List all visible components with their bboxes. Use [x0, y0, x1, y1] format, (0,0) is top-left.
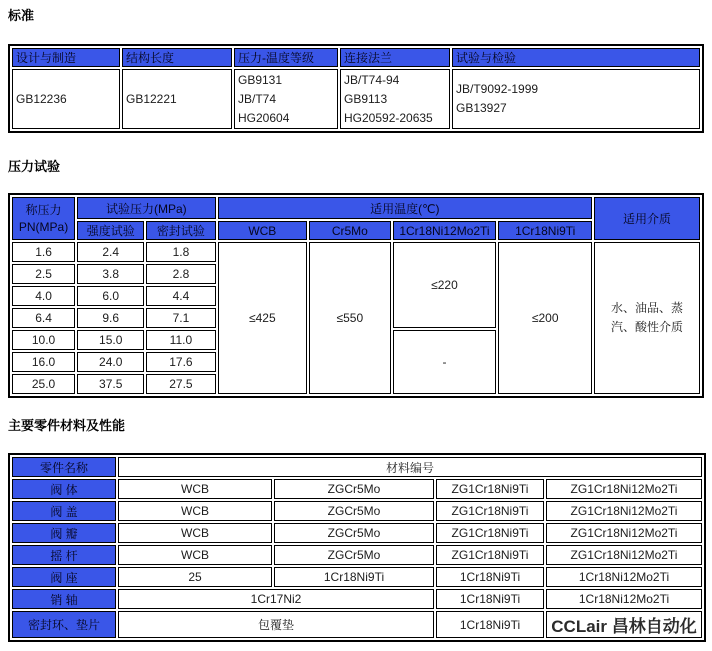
material-value: 包覆垫	[118, 611, 434, 638]
temperature-header: 适用温度(℃)	[218, 197, 593, 219]
material-value: ZG1Cr18Ni9Ti	[436, 523, 544, 543]
temp-mo2ti-lower-value: -	[393, 330, 497, 394]
temp-col-mo2ti: 1Cr18Ni12Mo2Ti	[393, 221, 497, 240]
standards-header-design: 设计与制造	[12, 48, 120, 67]
standards-pt-rating-values	[234, 69, 338, 129]
pn-value: 25.0	[12, 374, 75, 394]
material-value: ZG1Cr18Ni12Mo2Ti	[546, 545, 702, 565]
material-value: 1Cr18Ni9Ti	[274, 567, 434, 587]
section-title-materials: 主要零件材料及性能	[8, 418, 126, 433]
materials-row-seat	[12, 567, 702, 587]
materials-header-row	[12, 457, 702, 477]
standards-length-value: GB12221	[122, 69, 232, 129]
temp-mo2ti-upper-value: ≤220	[393, 242, 497, 328]
material-value: ZG1Cr18Ni12Mo2Ti	[546, 479, 702, 499]
strength-value: 24.0	[77, 352, 144, 372]
test-line: GB13927	[456, 101, 507, 115]
material-value: ZG1Cr18Ni9Ti	[436, 479, 544, 499]
section-title-pressure-test: 压力试验	[8, 159, 61, 174]
temp-wcb-value: ≤425	[218, 242, 308, 394]
part-name: 摇 杆	[12, 545, 116, 565]
pn-value: 10.0	[12, 330, 75, 350]
test-line: JB/T9092-1999	[456, 82, 539, 96]
standards-header-flange: 连接法兰	[340, 48, 450, 67]
seal-value: 2.8	[146, 264, 215, 284]
watermark: CCLair 昌林自动化	[551, 617, 697, 636]
materials-row-pin	[12, 589, 702, 609]
pressure-header-row-1	[12, 197, 700, 219]
strength-value: 6.0	[77, 286, 144, 306]
pn-value: 16.0	[12, 352, 75, 372]
pt-rating-line: GB9131	[238, 72, 283, 87]
pn-value: 1.6	[12, 242, 75, 262]
temp-ni9ti-value: ≤200	[498, 242, 592, 394]
pressure-row	[12, 242, 700, 262]
pn-header-line2: PN(MPa)	[18, 219, 69, 234]
material-value: 1Cr18Ni9Ti	[436, 567, 544, 587]
seal-value: 17.6	[146, 352, 215, 372]
strength-value: 9.6	[77, 308, 144, 328]
material-value: ZG1Cr18Ni12Mo2Ti	[546, 523, 702, 543]
material-value: ZGCr5Mo	[274, 545, 434, 565]
materials-row-seal-gasket	[12, 611, 702, 638]
material-value: 25	[118, 567, 272, 587]
part-name: 阀 体	[12, 479, 116, 499]
part-name: 阀 瓣	[12, 523, 116, 543]
pt-rating-line: HG20604	[238, 110, 290, 125]
material-value: 1Cr18Ni12Mo2Ti	[546, 567, 702, 587]
strength-value: 37.5	[77, 374, 144, 394]
material-value: 1Cr18Ni9Ti	[436, 611, 544, 638]
material-value: ZG1Cr18Ni9Ti	[436, 501, 544, 521]
temp-col-ni9ti: 1Cr18Ni9Ti	[498, 221, 592, 240]
pt-rating-line: JB/T74	[238, 91, 277, 106]
standards-data-row	[12, 69, 700, 129]
standards-flange-values	[340, 69, 450, 129]
seal-value: 11.0	[146, 330, 215, 350]
material-value: ZGCr5Mo	[274, 523, 434, 543]
materials-row-rocker	[12, 545, 702, 565]
material-value: ZGCr5Mo	[274, 501, 434, 521]
materials-row-body	[12, 479, 702, 499]
material-cell-obscured	[546, 611, 702, 638]
material-value: WCB	[118, 479, 272, 499]
strength-value: 15.0	[77, 330, 144, 350]
strength-value: 2.4	[77, 242, 144, 262]
pn-header-line1: 称压力	[25, 202, 62, 217]
seal-test-header: 密封试验	[146, 221, 215, 240]
part-name: 阀 座	[12, 567, 116, 587]
strength-test-header: 强度试验	[77, 221, 144, 240]
part-name-header: 零件名称	[12, 457, 116, 477]
materials-row-disc	[12, 523, 702, 543]
standards-header-row	[12, 48, 700, 67]
part-name: 阀 盖	[12, 501, 116, 521]
flange-line: JB/T74-94	[344, 72, 400, 87]
material-value: ZG1Cr18Ni12Mo2Ti	[546, 501, 702, 521]
pressure-test-table	[8, 193, 704, 398]
material-value: 1Cr17Ni2	[118, 589, 434, 609]
materials-table	[8, 453, 706, 642]
flange-line: GB9113	[344, 91, 388, 106]
material-value: ZGCr5Mo	[274, 479, 434, 499]
standards-header-length: 结构长度	[122, 48, 232, 67]
pn-value: 2.5	[12, 264, 75, 284]
materials-row-bonnet	[12, 501, 702, 521]
seal-value: 4.4	[146, 286, 215, 306]
material-value: WCB	[118, 523, 272, 543]
material-number-header: 材料编号	[118, 457, 702, 477]
standards-design-value: GB12236	[12, 69, 120, 129]
section-title-standards: 标准	[8, 8, 35, 23]
part-name: 销 轴	[12, 589, 116, 609]
standards-table	[8, 44, 704, 133]
material-value: WCB	[118, 545, 272, 565]
part-name: 密封环、垫片	[12, 611, 116, 638]
material-value: ZG1Cr18Ni9Ti	[436, 545, 544, 565]
seal-value: 7.1	[146, 308, 215, 328]
test-pressure-header: 试验压力(MPa)	[77, 197, 215, 219]
pn-value: 6.4	[12, 308, 75, 328]
temp-col-wcb: WCB	[218, 221, 308, 240]
strength-value: 3.8	[77, 264, 144, 284]
material-value: 1Cr18Ni9Ti	[436, 589, 544, 609]
medium-header: 适用介质	[594, 197, 700, 240]
material-value: 1Cr18Ni12Mo2Ti	[546, 589, 702, 609]
standards-header-pt-rating: 压力-温度等级	[234, 48, 338, 67]
standards-test-values	[452, 69, 700, 129]
temp-cr5mo-value: ≤550	[309, 242, 390, 394]
standards-header-test: 试验与检验	[452, 48, 700, 67]
pn-header	[12, 197, 75, 240]
medium-value: 水、油品、蒸汽、酸性介质	[594, 242, 700, 394]
temp-col-cr5mo: Cr5Mo	[309, 221, 390, 240]
seal-value: 1.8	[146, 242, 215, 262]
flange-line: HG20592-20635	[344, 110, 433, 125]
pn-value: 4.0	[12, 286, 75, 306]
seal-value: 27.5	[146, 374, 215, 394]
material-value: WCB	[118, 501, 272, 521]
